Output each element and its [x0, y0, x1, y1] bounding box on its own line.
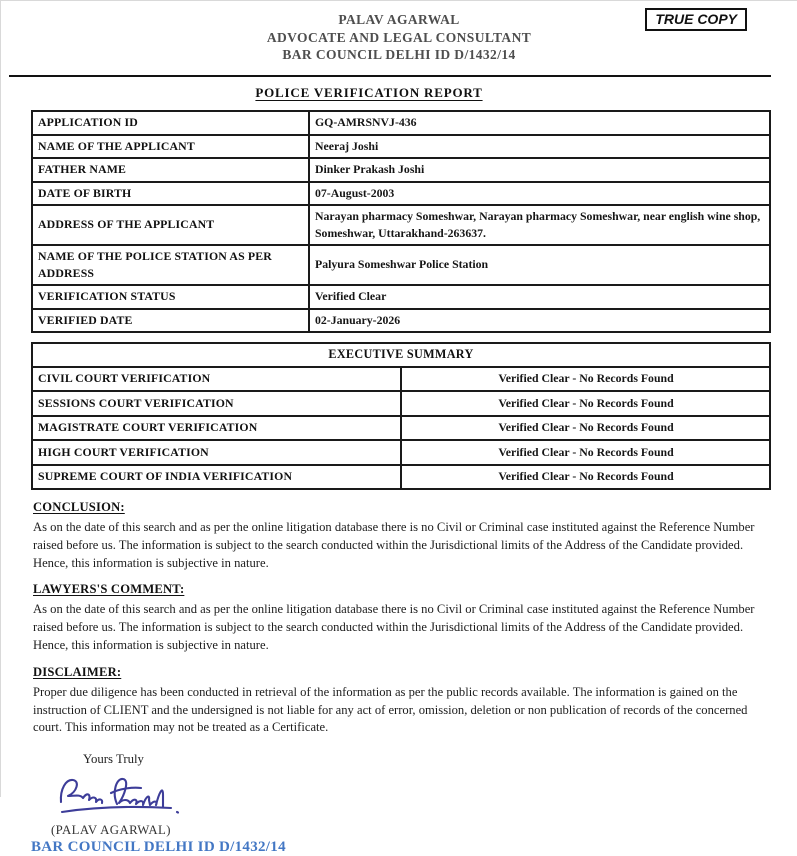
- true-copy-stamp: TRUE COPY: [645, 8, 747, 31]
- row-label: VERIFICATION STATUS: [32, 285, 309, 309]
- applicant-details-table: [31, 110, 771, 333]
- salutation: Yours Truly: [83, 752, 144, 767]
- signature-block: [55, 771, 797, 821]
- table-row: [32, 309, 770, 333]
- row-label: FATHER NAME: [32, 158, 309, 182]
- table-row: [32, 465, 770, 490]
- row-value: Verified Clear - No Records Found: [401, 465, 770, 490]
- bar-council-id: BAR COUNCIL DELHI ID D/1432/14: [31, 839, 286, 856]
- table-row: [32, 205, 770, 245]
- lawyers-comment-heading: LAWYERS'S COMMENT:: [33, 582, 185, 597]
- row-label: HIGH COURT VERIFICATION: [32, 440, 401, 465]
- row-label: NAME OF THE POLICE STATION AS PER ADDRESS: [32, 245, 309, 285]
- table-row: [32, 111, 770, 135]
- row-value: Verified Clear - No Records Found: [401, 391, 770, 416]
- row-value: 02-January-2026: [309, 309, 770, 333]
- row-label: APPLICATION ID: [32, 111, 309, 135]
- text-sections: [33, 500, 765, 737]
- signer-name: (PALAV AGARWAL): [51, 823, 171, 838]
- row-label: VERIFIED DATE: [32, 309, 309, 333]
- table-row: [32, 158, 770, 182]
- row-value: Verified Clear: [309, 285, 770, 309]
- letterhead-role: ADVOCATE AND LEGAL CONSULTANT: [266, 29, 532, 45]
- row-label: SESSIONS COURT VERIFICATION: [32, 391, 401, 416]
- table-row: [32, 391, 770, 416]
- section-conclusion: [33, 500, 765, 572]
- table-row: [32, 135, 770, 159]
- row-value: Verified Clear - No Records Found: [401, 440, 770, 465]
- section-disclaimer: [33, 665, 765, 737]
- applicant-details-body: [32, 111, 770, 332]
- header-divider: [9, 75, 771, 78]
- row-label: SUPREME COURT OF INDIA VERIFICATION: [32, 465, 401, 490]
- row-label: DATE OF BIRTH: [32, 182, 309, 206]
- row-value: Verified Clear - No Records Found: [401, 367, 770, 392]
- row-value: Verified Clear - No Records Found: [401, 416, 770, 441]
- row-value: Narayan pharmacy Someshwar, Narayan pharmacy Someshwar, near english wine shop, Someshwar, Uttarakhand-263637.: [309, 205, 770, 245]
- disclaimer-text: Proper due diligence has been conducted in retrieval of the information as per the public records available. The information is gained on the instruction of CLIENT and the undersigned is not liable for any act of error, omission, deletion or non publication of records of the concerned court. This information may not be treated as a Certificate.: [33, 684, 748, 735]
- row-label: ADDRESS OF THE APPLICANT: [32, 205, 309, 245]
- row-label: CIVIL COURT VERIFICATION: [32, 367, 401, 392]
- table-row: [32, 416, 770, 441]
- table-row: [32, 367, 770, 392]
- row-value: Neeraj Joshi: [309, 135, 770, 159]
- row-label: NAME OF THE APPLICANT: [32, 135, 309, 159]
- report-title-wrap: [0, 84, 767, 102]
- row-label: MAGISTRATE COURT VERIFICATION: [32, 416, 401, 441]
- table-row: [32, 182, 770, 206]
- report-title: POLICE VERIFICATION REPORT: [255, 85, 483, 100]
- row-value: 07-August-2003: [309, 182, 770, 206]
- conclusion-text: As on the date of this search and as per the online litigation database there is no Civil or Criminal case instituted against the Reference Number raised before us. The information is subject to the search conducted within the Jurisdictional limits of the Address of the Candidate provided. Hence, this information is subjective in nature.: [33, 520, 755, 570]
- row-value: Palyura Someshwar Police Station: [309, 245, 770, 285]
- table-row: [32, 440, 770, 465]
- executive-summary-title: EXECUTIVE SUMMARY: [32, 343, 770, 367]
- executive-summary-header-row: [32, 343, 770, 367]
- executive-summary-table: [31, 342, 771, 490]
- executive-summary-body: [32, 343, 770, 489]
- signature-icon: [55, 771, 190, 821]
- table-row: [32, 245, 770, 285]
- letterhead-name: PALAV AGARWAL: [338, 12, 460, 27]
- row-value: Dinker Prakash Joshi: [309, 158, 770, 182]
- conclusion-heading: CONCLUSION:: [33, 500, 125, 514]
- row-value: GQ-AMRSNVJ-436: [309, 111, 770, 135]
- section-lawyers-comment: [33, 582, 765, 654]
- disclaimer-heading: DISCLAIMER:: [33, 664, 122, 679]
- lawyers-comment-text: As on the date of this search and as per the online litigation database there is no Civil or Criminal case instituted against the Reference Number raised before us. The information is subject to the search conducted within the Jurisdictional limits of the Address of the Candidate provided. Hence, this information is subjective in nature.: [33, 602, 755, 652]
- table-row: [32, 285, 770, 309]
- letterhead-bar-id: BAR COUNCIL DELHI ID D/1432/14: [282, 47, 516, 62]
